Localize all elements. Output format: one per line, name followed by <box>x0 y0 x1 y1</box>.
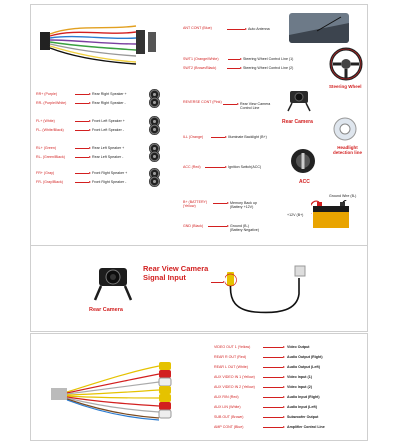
speaker-arrow <box>75 130 89 131</box>
rear-camera-icon <box>286 87 314 113</box>
speaker-arrow <box>75 148 89 149</box>
gnd-label: Ground (B-) (Battery Negative) <box>230 224 259 232</box>
output-function-label: Audio Output (Left) <box>287 365 320 369</box>
ignition-key-icon <box>289 147 317 175</box>
car-battery-icon <box>311 200 351 230</box>
speaker-wire-label: RR- (Purple/White) <box>36 101 67 105</box>
output-wire-label: AUX VIDEO IN 1 (Yellow) <box>214 375 255 379</box>
output-wire-label: REAR R OUT (Red) <box>214 355 247 359</box>
headlight-icon <box>331 117 359 141</box>
steering-wheel-icon <box>329 47 363 81</box>
speaker-arrow <box>75 94 89 95</box>
battery-plus-label: +12V (B+) <box>287 213 304 217</box>
swc1-label: Steering Wheel Control Line (1) <box>243 57 294 61</box>
speaker-arrow <box>75 121 89 122</box>
rear-camera-photo <box>91 260 135 304</box>
output-function-label: Audio Input (Right) <box>287 395 320 399</box>
gnd-wire: GND (Black) <box>183 224 204 228</box>
swc2-label: Steering Wheel Control Line (2) <box>243 66 294 70</box>
swc2-wire: SWT2 (Brown/Black) <box>183 66 217 70</box>
rca-output-panel <box>30 333 368 441</box>
speaker-arrow <box>75 182 89 183</box>
ill-wire: ILL (Orange) <box>183 135 204 139</box>
speaker-function-label: Front Left Speaker - <box>92 128 124 132</box>
speaker-icon <box>149 124 160 135</box>
output-function-label: Video Input (2) <box>287 385 312 389</box>
output-wire-label: AUX LIN (White) <box>214 405 241 409</box>
output-arrow <box>263 407 283 408</box>
output-wire-label: SUB OUT (Brown) <box>214 415 244 419</box>
rca-harness-image <box>49 352 189 422</box>
ground-wire-label: Ground Wire (B-) <box>329 194 357 198</box>
speaker-wire-label: FR+ (Gray) <box>36 171 55 175</box>
reverse-arrow <box>223 104 237 105</box>
speaker-function-label: Front Right Speaker - <box>92 180 127 184</box>
output-arrow <box>263 417 283 418</box>
speaker-arrow <box>75 103 89 104</box>
output-arrow <box>263 357 283 358</box>
car-antenna-photo <box>289 13 349 43</box>
battery-arrow <box>213 203 227 204</box>
acc-caption: ACC <box>299 179 310 185</box>
output-wire-label: REAR L OUT (White) <box>214 365 248 369</box>
rear-camera-photo-caption: Rear Camera <box>89 307 123 313</box>
speaker-wire-label: FL+ (White) <box>36 119 55 123</box>
speaker-icon <box>149 151 160 162</box>
speaker-wire-label: RL+ (Green) <box>36 146 57 150</box>
reverse-wire: REVERSE CONT (Pink) <box>183 100 222 104</box>
output-function-label: Audio Output (Right) <box>287 355 323 359</box>
speaker-function-label: Front Right Speaker + <box>92 171 128 175</box>
gnd-arrow <box>208 226 227 227</box>
speaker-function-label: Rear Right Speaker + <box>92 92 127 96</box>
output-function-label: Subwoofer Output <box>287 415 319 419</box>
swc1-arrow <box>228 59 240 60</box>
speaker-icon <box>149 97 160 108</box>
battery-label: Memory Back up (Battery +12V) <box>230 201 257 209</box>
output-arrow <box>263 397 283 398</box>
output-arrow <box>263 367 283 368</box>
speaker-function-label: Rear Right Speaker - <box>92 101 126 105</box>
speaker-function-label: Rear Left Speaker + <box>92 146 125 150</box>
speaker-wire-label: RL- (Green/Black) <box>36 155 65 159</box>
battery-wire: B+ (BATTERY) (Yellow) <box>183 200 208 208</box>
output-wire-label: AUX RIN (Red) <box>214 395 239 399</box>
output-arrow <box>263 387 283 388</box>
swc1-wire: SWT1 (Orange/White) <box>183 57 219 61</box>
speaker-function-label: Front Left Speaker + <box>92 119 125 123</box>
rear-camera-caption: Rear Camera <box>282 119 313 125</box>
output-function-label: Audio Input (Left) <box>287 405 317 409</box>
ill-label: Illuminate Backlight (B+) <box>228 135 267 139</box>
headlight-caption: Headlight detection line <box>333 145 363 155</box>
output-arrow <box>263 377 283 378</box>
ill-arrow <box>211 137 225 138</box>
rca-camera-cable <box>225 260 320 324</box>
output-function-label: Video Output <box>287 345 310 349</box>
wiring-harness-image <box>36 20 171 65</box>
acc-label: Ignition Switch(ACC) <box>228 165 262 169</box>
antenna-label: Auto Antenna <box>248 27 270 31</box>
reverse-label: Rear View Camera Control Line <box>240 102 271 110</box>
speaker-wire-label: FL- (White/Black) <box>36 128 64 132</box>
speaker-arrow <box>75 173 89 174</box>
top-wiring-panel <box>30 4 368 246</box>
output-arrow <box>263 347 283 348</box>
speaker-wire-label: RR+ (Purple) <box>36 92 58 96</box>
antenna-arrow <box>227 29 245 30</box>
acc-arrow <box>205 167 225 168</box>
output-wire-label: AUX VIDEO IN 2 (Yellow) <box>214 385 255 389</box>
antenna-wire: ANT CONT (Blue) <box>183 26 212 30</box>
output-wire-label: AMP CONT (Blue) <box>214 425 244 429</box>
speaker-arrow <box>75 157 89 158</box>
output-wire-label: VIDEO OUT 1 (Yellow) <box>214 345 251 349</box>
camera-signal-arrow <box>211 282 223 283</box>
speaker-wire-label: FR- (Gray/Black) <box>36 180 63 184</box>
steering-wheel-caption: Steering Wheel <box>329 84 362 89</box>
output-function-label: Video Input (1) <box>287 375 312 379</box>
camera-signal-title: Rear View Camera Signal Input <box>143 264 209 282</box>
output-arrow <box>263 427 283 428</box>
camera-input-panel <box>30 245 368 332</box>
output-function-label: Amplifier Control Line <box>287 425 325 429</box>
speaker-function-label: Rear Left Speaker - <box>92 155 124 159</box>
acc-wire: ACC (Red) <box>183 165 201 169</box>
speaker-icon <box>149 176 160 187</box>
swc2-arrow <box>227 68 240 69</box>
